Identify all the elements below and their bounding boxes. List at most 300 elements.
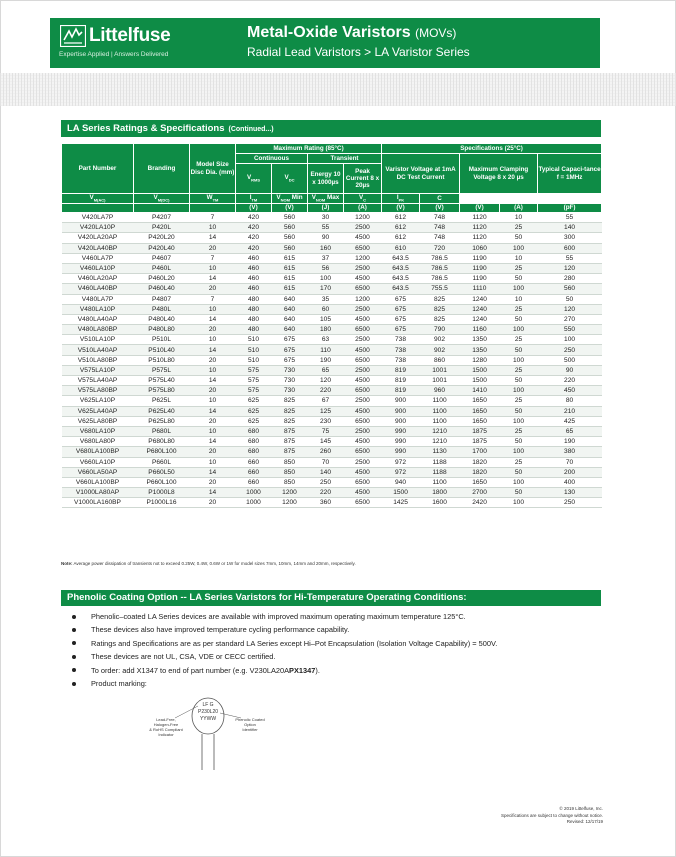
table-cell: 25 [500, 223, 538, 233]
table-cell: 825 [272, 396, 308, 406]
table-cell: 2500 [344, 396, 382, 406]
table-cell: 100 [500, 498, 538, 508]
table-cell: 140 [538, 223, 602, 233]
table-row [62, 477, 602, 487]
table-cell: P420L20 [134, 233, 190, 243]
table-cell: 825 [272, 406, 308, 416]
table-cell: 200 [538, 467, 602, 477]
table-cell: 1800 [420, 488, 460, 498]
table-cell: 75 [308, 426, 344, 436]
table-cell: 20 [190, 498, 236, 508]
table-cell: 786.5 [420, 274, 460, 284]
note-label: Note: [61, 561, 73, 566]
bullet-icon [72, 615, 76, 619]
table-cell: 1240 [460, 294, 500, 304]
table-cell: 50 [500, 314, 538, 324]
table-cell: V510LA10P [62, 335, 134, 345]
list-item: Ratings and Specifications are as per standard LA Series except Hi–Pot Encapsulation (Isolation Voltage Capability) = 500V. [72, 637, 592, 650]
table-cell: 6500 [344, 386, 382, 396]
table-cell: P680L80 [134, 437, 190, 447]
table-cell: 14 [190, 437, 236, 447]
col-capacitance: Typical Capaci-tance f = 1MHz [538, 154, 602, 194]
table-cell: 900 [382, 406, 420, 416]
table-cell: 70 [308, 457, 344, 467]
table-cell: 748 [420, 233, 460, 243]
table-cell: 450 [538, 386, 602, 396]
table-cell: 1100 [420, 396, 460, 406]
table-cell: P625L80 [134, 416, 190, 426]
table-cell: 643.5 [382, 263, 420, 273]
table-cell: 902 [420, 345, 460, 355]
table-cell: 480 [236, 314, 272, 324]
table-cell: 612 [382, 233, 420, 243]
table-cell: 1500 [460, 376, 500, 386]
table-cell: 560 [272, 243, 308, 253]
table-cell: 1650 [460, 406, 500, 416]
table-cell: 100 [500, 416, 538, 426]
table-cell: 560 [272, 213, 308, 223]
sym-ipk: $I_{PK}$ [382, 194, 420, 204]
table-cell: 2500 [344, 335, 382, 345]
table-cell: 480 [236, 325, 272, 335]
table-cell: P1000L16 [134, 498, 190, 508]
table-cell: P4807 [134, 294, 190, 304]
footer-revised: Revised: 12/17/19 [566, 819, 603, 824]
table-row [62, 335, 602, 345]
table-cell: 1100 [420, 416, 460, 426]
table-cell: 1200 [344, 253, 382, 263]
table-cell: 35 [308, 294, 344, 304]
table-cell: 20 [190, 325, 236, 335]
table-cell: 400 [538, 477, 602, 487]
table-cell: 4500 [344, 274, 382, 284]
table-cell: 380 [538, 447, 602, 457]
table-cell: V420LA40BP [62, 243, 134, 253]
table-cell: 1650 [460, 477, 500, 487]
table-cell: 7 [190, 294, 236, 304]
table-cell: 425 [538, 416, 602, 426]
table-cell: 280 [538, 274, 602, 284]
page-title [247, 24, 456, 42]
table-cell: 6500 [344, 284, 382, 294]
table-cell: 14 [190, 488, 236, 498]
col-vrms: $V_{RMS}$ [236, 164, 272, 194]
sym-vmdc: $V_{M(DC)}$ [134, 194, 190, 204]
table-cell: 2500 [344, 223, 382, 233]
table-cell: 14 [190, 376, 236, 386]
table-cell: 50 [500, 274, 538, 284]
table-row [62, 274, 602, 284]
left-label-4: Indicator [158, 732, 174, 737]
table-cell: 2500 [344, 263, 382, 273]
table-row [62, 355, 602, 365]
table-cell: V480LA40AP [62, 314, 134, 324]
table-cell: 790 [420, 325, 460, 335]
table-cell: 850 [272, 457, 308, 467]
title-paren: (MOVs) [415, 26, 457, 40]
table-cell: 50 [500, 467, 538, 477]
table-cell: 220 [308, 386, 344, 396]
table-row [62, 467, 602, 477]
table-cell: V460LA7P [62, 253, 134, 263]
table-cell: 10 [190, 304, 236, 314]
footer [501, 806, 603, 826]
table-cell: 120 [308, 376, 344, 386]
col-peak-current: Peak Current 8 x 20µs [344, 164, 382, 194]
table-cell: 4500 [344, 314, 382, 324]
table-cell: 4500 [344, 345, 382, 355]
table-cell: 675 [382, 325, 420, 335]
table-cell: 720 [420, 243, 460, 253]
table-cell: 675 [272, 335, 308, 345]
table-cell: V575LA80BP [62, 386, 134, 396]
table-cell: P660L100 [134, 477, 190, 487]
right-label-1: Phenolic Coated [235, 717, 265, 722]
ratings-section-title: LA Series Ratings & Specifications [67, 123, 225, 134]
table-cell: 900 [382, 396, 420, 406]
table-cell: 1190 [460, 253, 500, 263]
table-cell: 6500 [344, 477, 382, 487]
table-cell: 180 [308, 325, 344, 335]
unit-v1: (V) [236, 204, 272, 213]
table-cell: 560 [272, 233, 308, 243]
table-cell: V1000LA80AP [62, 488, 134, 498]
table-cell: 6500 [344, 325, 382, 335]
table-cell: V510LA40AP [62, 345, 134, 355]
table-row [62, 325, 602, 335]
table-cell: 56 [308, 263, 344, 273]
table-cell: V460LA20AP [62, 274, 134, 284]
table-row [62, 376, 602, 386]
table-cell: 675 [382, 294, 420, 304]
table-cell: 748 [420, 213, 460, 223]
table-cell: 675 [382, 314, 420, 324]
table-cell: 1820 [460, 467, 500, 477]
table-cell: 190 [308, 355, 344, 365]
table-cell: 6500 [344, 416, 382, 426]
table-cell: 1500 [460, 365, 500, 375]
table-cell: 65 [538, 426, 602, 436]
col-vdc: $V_{DC}$ [272, 164, 308, 194]
phenolic-section-header [61, 590, 601, 606]
table-cell: 2500 [344, 457, 382, 467]
title-main: Metal-Oxide Varistors [247, 24, 411, 41]
table-cell: 990 [382, 437, 420, 447]
table-cell: 819 [382, 386, 420, 396]
table-cell: 4500 [344, 376, 382, 386]
table-note [61, 561, 601, 566]
table-cell: 20 [190, 477, 236, 487]
table-cell: 65 [308, 365, 344, 375]
bullet-icon [72, 682, 76, 686]
table-cell: 50 [500, 488, 538, 498]
table-cell: 67 [308, 396, 344, 406]
table-cell: 37 [308, 253, 344, 263]
footer-copyright: © 2019 Littelfuse, Inc. [559, 806, 603, 811]
table-cell: 50 [500, 345, 538, 355]
logo-text: Littelfuse [89, 25, 171, 46]
table-cell: 460 [236, 274, 272, 284]
list-item: These devices are not UL, CSA, VDE or CECC certified. [72, 650, 592, 663]
table-row [62, 426, 602, 436]
table-cell: 510 [236, 345, 272, 355]
table-cell: 1120 [460, 233, 500, 243]
table-cell: 1200 [272, 488, 308, 498]
table-cell: 160 [308, 243, 344, 253]
marking-line-3: YYWW [199, 716, 217, 722]
table-cell: 1188 [420, 467, 460, 477]
decorative-band [0, 73, 676, 106]
table-cell: P1000L8 [134, 488, 190, 498]
table-cell: 145 [308, 437, 344, 447]
table-cell: 460 [236, 284, 272, 294]
table-cell: 460 [236, 263, 272, 273]
table-row [62, 498, 602, 508]
table-cell: 90 [308, 233, 344, 243]
table-cell: 1130 [420, 447, 460, 457]
table-cell: 6500 [344, 355, 382, 365]
unit-a1: (A) [344, 204, 382, 213]
table-cell: 1000 [236, 488, 272, 498]
table-cell: 60 [308, 304, 344, 314]
table-cell: 100 [500, 355, 538, 365]
table-cell: 1350 [460, 335, 500, 345]
table-cell: 615 [272, 274, 308, 284]
table-row [62, 253, 602, 263]
table-cell: 14 [190, 345, 236, 355]
product-marking-diagram [138, 694, 278, 770]
table-cell: 860 [420, 355, 460, 365]
table-cell: V680LA10P [62, 426, 134, 436]
table-row [62, 416, 602, 426]
table-cell: 643.5 [382, 253, 420, 263]
table-cell: 10 [190, 426, 236, 436]
table-cell: 1100 [420, 477, 460, 487]
table-cell: 850 [272, 467, 308, 477]
table-cell: 786.5 [420, 253, 460, 263]
table-cell: V660LA100BP [62, 477, 134, 487]
bullet-icon [72, 628, 76, 632]
table-cell: 4500 [344, 488, 382, 498]
left-label-3: & RoHS Compliant [149, 727, 183, 732]
table-cell: 55 [538, 213, 602, 223]
table-row [62, 304, 602, 314]
table-cell: 100 [538, 335, 602, 345]
table-cell: 6500 [344, 498, 382, 508]
table-cell: V660LA50AP [62, 467, 134, 477]
table-cell: 100 [500, 243, 538, 253]
table-cell: 730 [272, 365, 308, 375]
table-cell: 14 [190, 467, 236, 477]
phenolic-section-title: Phenolic Coating Option -- LA Series Varistors for Hi-Temperature Operating Conditions: [67, 592, 467, 603]
group-transient: Transient [308, 154, 382, 164]
table-cell: 560 [272, 223, 308, 233]
table-cell: 675 [272, 355, 308, 365]
table-cell: 10 [190, 457, 236, 467]
col-varistor-voltage: Varistor Voltage at 1mA DC Test Current [382, 154, 460, 194]
table-cell: 140 [308, 467, 344, 477]
table-cell: 510 [236, 335, 272, 345]
table-cell: 420 [236, 213, 272, 223]
table-cell: 6500 [344, 447, 382, 457]
table-cell: 825 [420, 304, 460, 314]
table-cell: 10 [190, 263, 236, 273]
table-cell: 625 [236, 406, 272, 416]
group-specifications: Specifications (25°C) [382, 144, 602, 154]
table-cell: 25 [500, 304, 538, 314]
footer-notice: Specifications are subject to change without notice. [500, 812, 603, 818]
spec-table [61, 143, 602, 508]
table-cell: V1000LA160BP [62, 498, 134, 508]
table-cell: 786.5 [420, 263, 460, 273]
table-cell: 10 [190, 365, 236, 375]
table-cell: P510L [134, 335, 190, 345]
table-cell: 14 [190, 314, 236, 324]
table-cell: 10 [190, 396, 236, 406]
table-cell: 4500 [344, 233, 382, 243]
table-cell: 615 [272, 284, 308, 294]
table-cell: 1200 [272, 498, 308, 508]
table-cell: 972 [382, 457, 420, 467]
table-cell: 640 [272, 325, 308, 335]
table-cell: 55 [538, 253, 602, 263]
table-cell: 575 [236, 376, 272, 386]
marking-line-1: LF G [202, 702, 214, 708]
table-cell: 1120 [460, 223, 500, 233]
table-cell: 500 [538, 355, 602, 365]
group-max-rating: Maximum Rating (85°C) [236, 144, 382, 154]
table-cell: P625L [134, 396, 190, 406]
table-cell: 100 [308, 274, 344, 284]
col-model-size: Model Size Disc Dia. (mm) [190, 144, 236, 194]
table-cell: 1240 [460, 314, 500, 324]
table-cell: V480LA80BP [62, 325, 134, 335]
table-row [62, 233, 602, 243]
table-cell: P660L50 [134, 467, 190, 477]
table-cell: V680LA80P [62, 437, 134, 447]
table-cell: 1000 [236, 498, 272, 508]
phenolic-bullet-list [72, 610, 592, 690]
table-cell: 100 [500, 325, 538, 335]
table-cell: 7 [190, 213, 236, 223]
table-cell: 875 [272, 437, 308, 447]
table-cell: 7 [190, 253, 236, 263]
table-cell: 615 [272, 253, 308, 263]
header-banner [50, 18, 600, 68]
table-cell: 755.5 [420, 284, 460, 294]
table-cell: 738 [382, 345, 420, 355]
col-part-number: Part Number [62, 144, 134, 194]
table-cell: 730 [272, 386, 308, 396]
table-cell: 1001 [420, 365, 460, 375]
table-cell: 460 [236, 253, 272, 263]
left-label-1: Lead-Free, [156, 717, 176, 722]
table-cell: 2500 [344, 304, 382, 314]
table-cell: 1001 [420, 376, 460, 386]
table-cell: 190 [538, 437, 602, 447]
table-cell: P660L [134, 457, 190, 467]
table-row [62, 284, 602, 294]
table-cell: 130 [538, 488, 602, 498]
table-cell: V420LA7P [62, 213, 134, 223]
table-row [62, 447, 602, 457]
table-cell: 1110 [460, 284, 500, 294]
table-cell: 10 [500, 294, 538, 304]
table-cell: 748 [420, 223, 460, 233]
table-cell: 10 [190, 223, 236, 233]
table-row [62, 488, 602, 498]
table-cell: 575 [236, 386, 272, 396]
table-cell: P575L [134, 365, 190, 375]
table-cell: V625LA80BP [62, 416, 134, 426]
table-cell: 625 [236, 416, 272, 426]
ratings-section-header [61, 120, 601, 137]
table-cell: 940 [382, 477, 420, 487]
table-cell: 120 [538, 263, 602, 273]
table-cell: 825 [420, 294, 460, 304]
unit-a2: (A) [500, 204, 538, 213]
table-cell: 25 [500, 426, 538, 436]
list-item: To order: add X1347 to end of part number (e.g. V230LA20APX1347). [72, 664, 592, 677]
table-cell: 575 [236, 365, 272, 375]
table-cell: 480 [236, 304, 272, 314]
table-cell: 1410 [460, 386, 500, 396]
table-cell: 615 [272, 263, 308, 273]
table-cell: V460LA10P [62, 263, 134, 273]
table-cell: 900 [382, 416, 420, 426]
right-label-2: Option [244, 722, 256, 727]
table-cell: 2420 [460, 498, 500, 508]
table-cell: P4207 [134, 213, 190, 223]
table-cell: 10 [190, 335, 236, 345]
col-clamping: Maximum Clamping Voltage 8 x 20 µs [460, 154, 538, 194]
table-cell: 960 [420, 386, 460, 396]
table-cell: 1820 [460, 457, 500, 467]
right-label-3: Identifier [242, 727, 258, 732]
table-cell: 14 [190, 233, 236, 243]
table-cell: 1600 [420, 498, 460, 508]
table-cell: 20 [190, 416, 236, 426]
table-cell: 220 [308, 488, 344, 498]
table-cell: 550 [538, 325, 602, 335]
table-cell: 1210 [420, 437, 460, 447]
table-cell: 420 [236, 233, 272, 243]
table-row [62, 243, 602, 253]
table-cell: P575L40 [134, 376, 190, 386]
table-cell: 2500 [344, 426, 382, 436]
table-cell: 4500 [344, 437, 382, 447]
table-row [62, 396, 602, 406]
table-row [62, 223, 602, 233]
table-cell: 120 [538, 304, 602, 314]
table-cell: 260 [308, 447, 344, 457]
table-cell: 643.5 [382, 284, 420, 294]
table-cell: 640 [272, 314, 308, 324]
table-row [62, 386, 602, 396]
table-cell: 250 [538, 498, 602, 508]
table-cell: P420L [134, 223, 190, 233]
table-cell: 25 [500, 335, 538, 345]
table-row [62, 457, 602, 467]
table-cell: 250 [308, 477, 344, 487]
table-cell: 1190 [460, 263, 500, 273]
table-cell: 100 [500, 447, 538, 457]
table-cell: 110 [308, 345, 344, 355]
table-cell: 50 [500, 233, 538, 243]
table-cell: 990 [382, 426, 420, 436]
table-cell: 1160 [460, 325, 500, 335]
table-cell: 825 [420, 314, 460, 324]
